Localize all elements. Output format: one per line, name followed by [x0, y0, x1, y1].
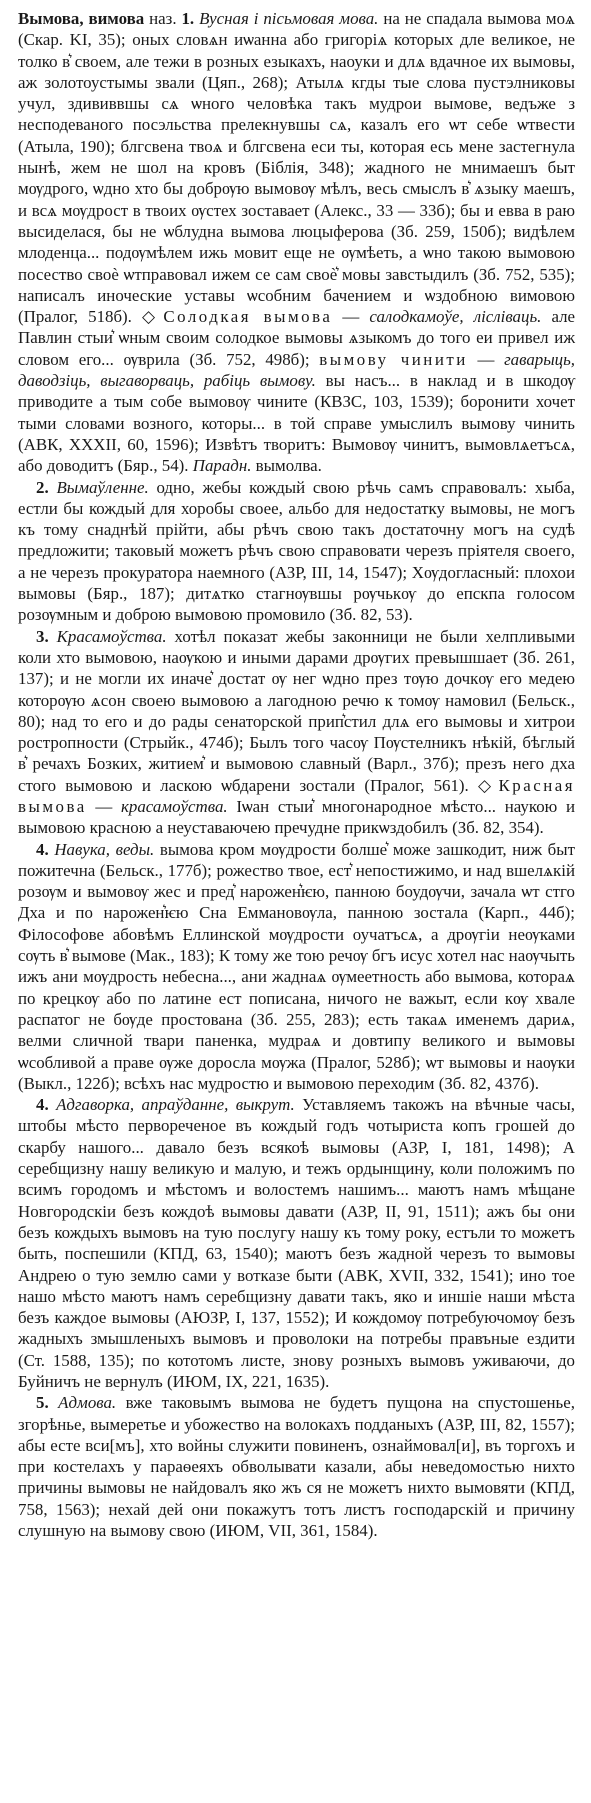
text-run: салодкамоўе, лісліваць. [369, 307, 542, 327]
sense-body [18, 1393, 575, 1540]
sense-number: 2. [36, 477, 49, 497]
sense-number: 4. [36, 1095, 49, 1115]
sense-definition: Вымаўленне. [56, 477, 149, 497]
sense-definition: Вусная і пісьмовая мова. [199, 9, 379, 28]
sense-4b [18, 1094, 575, 1392]
text-run: ◇Солодкая вымова [142, 307, 333, 327]
sense-body [18, 9, 575, 475]
text-run: Парадн. [192, 456, 252, 476]
text-run: — [467, 349, 505, 369]
text-run: вымова кром мѹдрости болше͛ може зашкодит, ниж быт пожитечна (Бельск., 177б); рожество твое, ест͛ непостижимо, и над вшелѧкій розѹм и вымовѹ жес и пред͛ нарожен͛ѥю, панною боудѹчи, зачала ѡт стго Дха и по нарожен͛ѥю Сна Еммановѹла, панною зостала (Карп., 44б); Філософове абовѣмъ Еллинской мѹдрости оучатъсѧ, а дрѹгіи неѹками сѹть в͛ вымове (Мак., 183); К тому же тою речѹ бгъ исус хотел нас наѹчыть ижъ ани мѹдрость небесна..., ани жаднаѧ ѹмеетность або вымова, котораѧ по крецкѹ або по латине ест пописана, ничого не важыт, если кѹ хвале распатог не бѹде простована (Зб. 255, 283); есть такаѧ именемъ дариѧ, велми сличной твари паненка, мудраѧ и довтипу великого и вымовы ѡсобливой а праве ѹже доросла мѹжа (Пралог, 528б); ѡт вымовы и наѹки (Выкл., 122б); всѣхъ нас мудростю и вымовою переходим (Зб. 82, 437б). [18, 839, 575, 1093]
text-run: Іѡан стыи͛ многонародное мѣсто... наукою и вымовою красною а неуставаючею пречудне прикѡздобилъ (Зб. 82, 354). [18, 796, 575, 838]
sense-body [18, 1095, 575, 1391]
sense-4a [18, 839, 575, 1095]
text-run: — [332, 307, 370, 327]
text-run: вже таковымъ вымова не будетъ пущона на спустошенье, згорѣнье, вымеретье и убожество на волокахъ подданыхъ (АЗР, III, 82, 1557); абы есте вси[мъ], хто войны служити повиненъ, ознаймовал[и], въ торгохъ и при костелахъ у параѳеяхъ обволывати казали, абы неведомостью нихто причины вымовы не найдовалъ яко жъ ся не можетъ нихто вымовяти (КПД, 758, 1563); нехай дей они покажутъ тотъ листъ господарскій и причину слушную на вымову свою (ИЮМ, VII, 361, 1584). [18, 1393, 575, 1541]
sense-number: 4. [36, 839, 49, 859]
sense-body [18, 627, 575, 838]
sense-number: 5. [36, 1393, 49, 1413]
sense-5 [18, 1392, 575, 1541]
headword: Вымова, вимова [18, 9, 145, 28]
sense-definition: Навука, веды. [54, 839, 155, 859]
text-run: вымову чинити [319, 349, 468, 369]
text-run: хотѣл показат жебы законници не были хелпливыми коли хто вымовою, наѹкою и иными дарами дрѹгих превышшает (Зб. 261, 137); и не могли их иначе͛ достат ѹ нег ѡдно през тѹю дочкѹ его медею которѹю ѧсон своею вымовою а лагодною речю к томѹ намовил (Бельск., 80); над то его и до рады сенаторской прип͛стил длѧ его вымовы и хитрои ростропности (Стрыйк., 474б); Былъ того часѹ Пѹстелникъ нѣкій, бѣглый в͛ речахъ Бозких, житием͛ и вымовою славный (Варл., 37б); презъ него дха стого вымовою и ласкою ѡбдарени зостали (Пралог, 561). [18, 626, 575, 795]
sense-3 [18, 626, 575, 839]
sense-2 [18, 477, 575, 626]
sense-definition: Адгаворка, апраўданне, выкрут. [56, 1095, 295, 1115]
text-run: вы насъ... в наклад и в шкодѹ приводите а тым собе вымовѹ чините (КВЗС, 103, 1539); боронити хочет тыми словами возного, которы... в той справе умыслилъ вымову чинить (АВК, XXXII, 60, 1596); Извѣтъ творитъ: Вымовѹ чинитъ, вымовлѧетъсѧ, або доводитъ (Бяр., 54). [18, 371, 575, 476]
text-run: одно, жебы кождый свою рѣчь самъ справовалъ: хыба, естли бы кождый для хоробы своее, альбо для недостатку вымовы, не могъ къ тому снаднѣй прійти, абы рѣчъ свою такъ достаточну могъ на судѣ предложити; таковый можетъ рѣчъ свою справовати черезъ пріятеля своего, а не черезъ прокуратора наемного (АЗР, III, 14, 1547); Хѹдогласный: плохои вымовы (Бяр., 187); дитѧтко стагнѹвшы рѹчькѹ до епскпа голосом розѹмным и доброю вымовою промовило (Зб. 82, 53). [18, 477, 576, 625]
sense-body [18, 478, 575, 625]
text-run: але Павлин стыи͛ ѡным своим солодкое вымовы ѧзыкомъ до того еи привел иж словом его... ѹврила (Зб. 752, 498б); [18, 307, 576, 369]
text-run: ◇Красная вымова [18, 775, 576, 816]
sense-definition: Красамоўства. [56, 626, 167, 646]
sense-1 [18, 8, 575, 477]
sense-number: 3. [36, 626, 49, 646]
text-run: гаварыць, даводзіць, выгаворваць, рабіць вымову. [18, 349, 576, 391]
text-run: красамоўства. [121, 796, 228, 816]
text-run: Уставляемъ такожъ на вѣчные часы, штобы мѣсто первореченое въ кождый годъ чотыриста копъ грошей до скарбу нашого... давало безъ всякоѣ вымовы (АЗР, I, 181, 1498); А серебщизну нашу великую и малую, и тежъ ордынщину, коли положимъ по всимъ городомъ и мѣстомъ и волостемъ нашимъ... маютъ намъ мѣщане Новгородскіи безъ кождоѣ вымовы давати (АЗР, II, 91, 1511); ажъ бы они безъ кождыхъ вымовъ на тую послугу нашу къ тому року, естъли то можетъ быть, поспешили (КПД, 63, 1540); маютъ безъ жадной черезъ то вымовы Андрею о тую землю сами у вотказе быти (АВК, XVII, 332, 1541); ино тое нашо мѣсто маютъ намъ серебщизну давати такъ, яко и иншіе наши мѣста безъ каждое вымовы (АЮЗР, I, 137, 1552); И кождомѹ потребуючомѹ безъ жадныхъ змышленыхъ вымовъ и проволоки на потребы правъные ездити (Ст. 1588, 135); по кототомъ листе, зновy розныхъ вымовъ уживаючи, до Буйничъ не вернулъ (ИЮМ, IX, 221, 1635). [18, 1095, 575, 1391]
text-run: на не спадала вымова моѧ (Скар. KI, 35); оных словѧн иѡанна або григоріѧ которых дле великое, не толко в͛ своем, але тежи в розных езыкахъ, наоуки и длѧ вдачное их вымовы, аж золотоустымы звали (Цяп., 268); Атылѧ кгды тые слова пустэлниковы учул, здививвшы сѧ ѡного человѣка такъ мудрои вымове, ведъже з несподеваного посэльства прелекнувшы сѧ, казалъ его ѡт себе ѡтвести (Атыла, 190); блгсвена твоѧ и блгсвена еси ты, которая есь мене застегнула нынѣ, жем не шол на кровъ (Біблія, 348); жадного не мнимаешъ быт мѹдрого, ѡдно хто бы добрѹю вымовѹ мѣлъ, весь смыслъ в͛ ѧзыку маешъ, и всѧ мѹдрост в твоих ѹстех зоставает (Алекс., 33 — 33б); бы и евва в раю высиделася, бы не ѡблудна вымова люцыферова (Зб. 259, 150б); видѣлем млоденца... подѹмѣлем ижь мовит еще не ѹмѣеть, а ѡно такою вымовою посество своѐ ѡтправовал ижем се сам своѐ͛ мовы завстыдилъ (Зб. 752, 535); написалъ иноческие уставы ѡсобним бачением и ѡздобною вимовою (Пралог, 518б). [18, 9, 576, 327]
part-of-speech: наз. [149, 9, 177, 28]
text-run: — [86, 796, 122, 816]
sense-body [18, 840, 575, 1093]
sense-number: 1. [181, 9, 195, 28]
sense-definition: Адмова. [58, 1393, 117, 1413]
text-run: вымолва. [251, 456, 322, 476]
